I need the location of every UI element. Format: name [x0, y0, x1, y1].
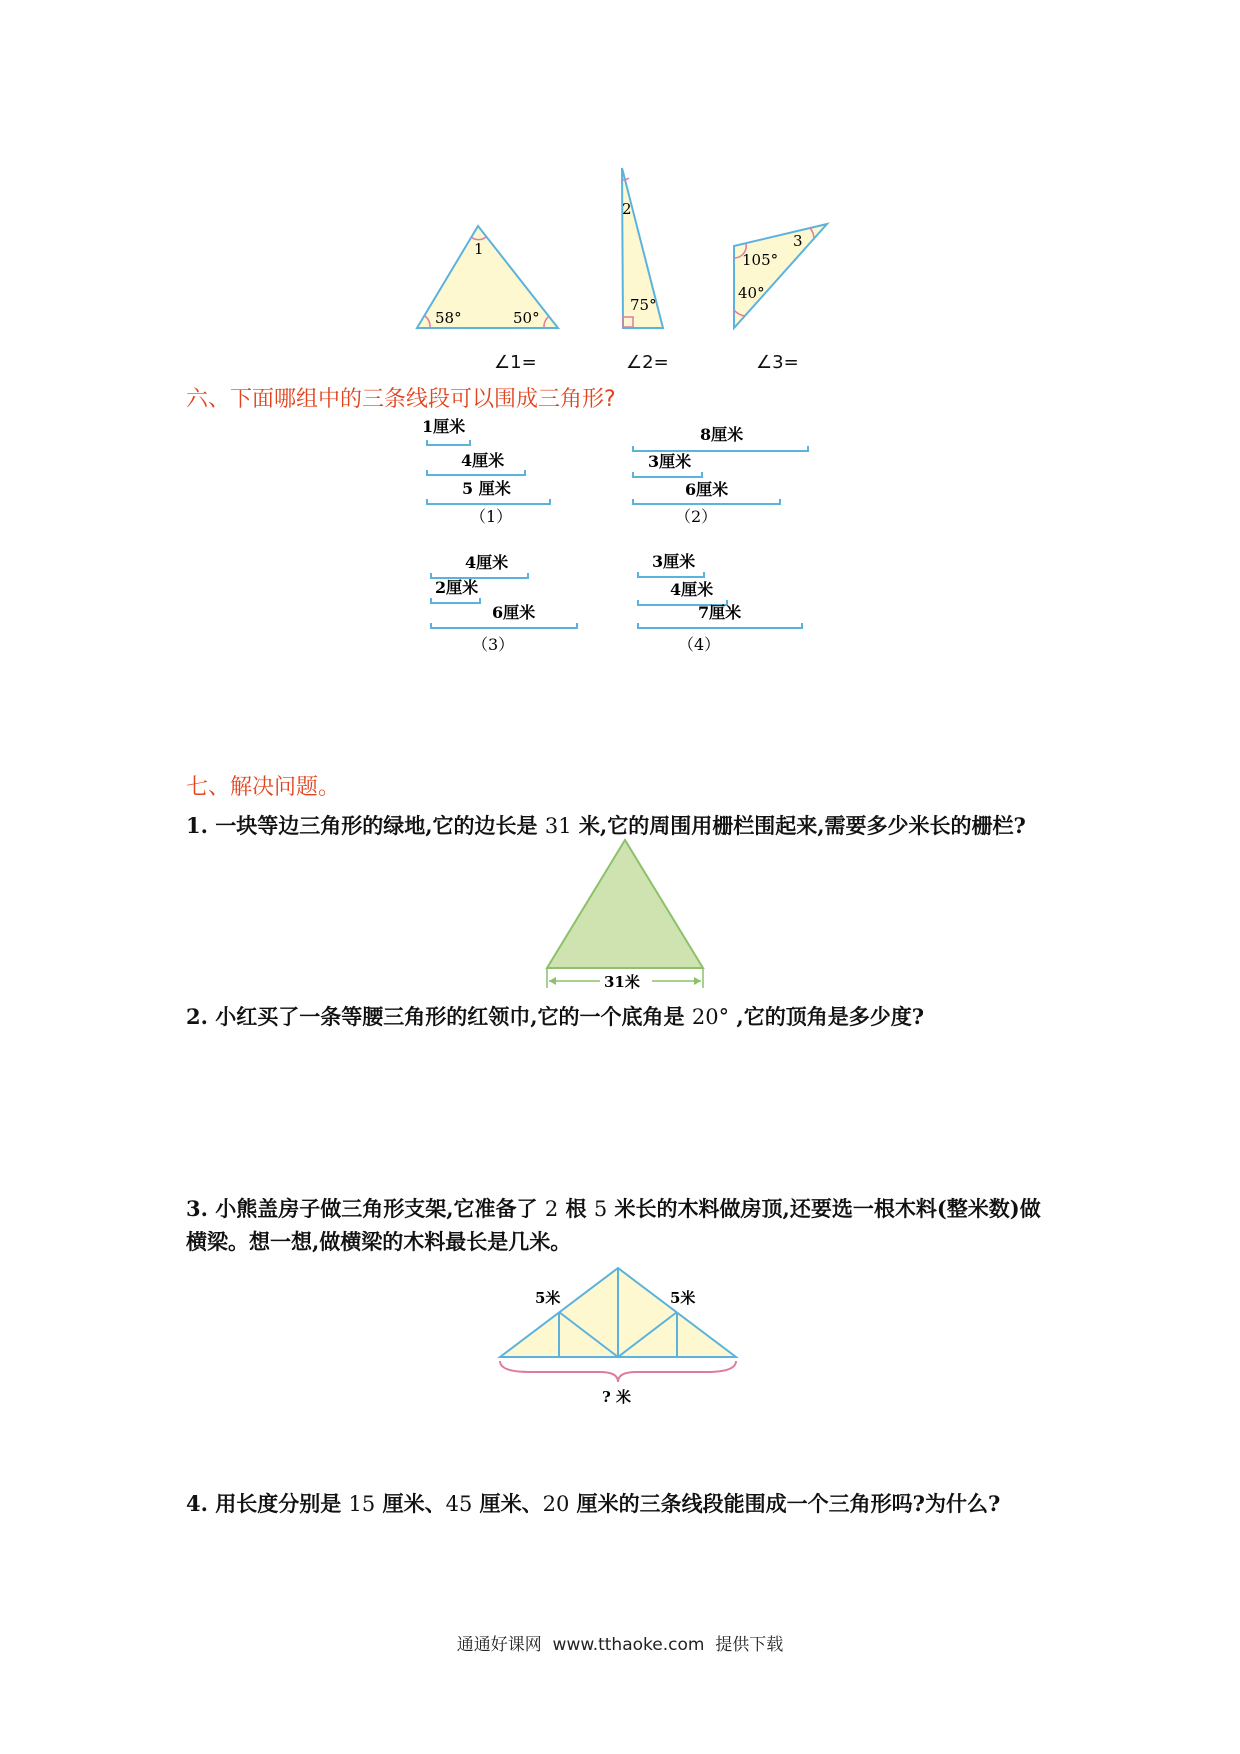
question-3-num-1: 2: [544, 1197, 559, 1221]
segment-1-1-label: 1厘米: [422, 417, 466, 436]
question-3-num-2: 5: [593, 1197, 608, 1221]
roof-right-label: 5米: [670, 1289, 696, 1307]
bottom-brace: [500, 1361, 736, 1382]
roof-left-label: 5米: [535, 1289, 561, 1307]
question-3-line-2: 横梁。想一想,做横梁的木料最长是几米。: [186, 1229, 572, 1254]
segment-1-2-label: 4厘米: [461, 451, 505, 470]
question-4-text-4: 厘米的三条线段能围成一个三角形吗?为什么?: [569, 1491, 1001, 1516]
triangle-3-angle-a: 105°: [742, 251, 779, 269]
question-2-num: 20°: [691, 1005, 730, 1029]
angle-3-answer: ∠3=: [756, 352, 799, 373]
group-4-label: （4）: [678, 635, 721, 654]
question-4: [186, 1488, 1000, 1518]
angle-2-answer: ∠2=: [626, 352, 669, 373]
question-3-text-b: 根: [558, 1196, 594, 1221]
question-3-line-1: [186, 1193, 1041, 1223]
question-4-text-1: 4. 用长度分别是: [186, 1491, 349, 1516]
segment-4-2-label: 4厘米: [670, 580, 714, 599]
segment-3-1-label: 4厘米: [465, 553, 509, 572]
green-triangle-label: 31米: [604, 973, 640, 991]
triangle-1-angle-a: 58°: [435, 309, 462, 327]
segment-2-3-label: 6厘米: [685, 480, 729, 499]
triangle-3: [734, 224, 827, 328]
group-2-label: （2）: [675, 507, 718, 526]
segment-3-3-label: 6厘米: [492, 603, 536, 622]
question-3-text-c: 米长的木料做房顶,还要选一根木料(整米数)做: [607, 1196, 1041, 1221]
segment-4-1-label: 3厘米: [652, 552, 696, 571]
question-2: [186, 1001, 924, 1031]
question-1-suffix: 米,它的周围用栅栏围起来,需要多少米长的栅栏?: [571, 813, 1026, 838]
roof-bottom-label: ? 米: [602, 1388, 632, 1406]
section-7-heading: 七、解决问题。: [186, 775, 341, 800]
question-4-text-3: 厘米、: [472, 1491, 543, 1516]
question-2-suffix: ,它的顶角是多少度?: [729, 1004, 925, 1029]
segment-3-2-label: 2厘米: [435, 578, 479, 597]
triangle-3-unknown: 3: [793, 232, 803, 250]
angle-triangles-figure: [400, 160, 840, 340]
question-1-num: 31: [544, 814, 572, 838]
triangle-2-unknown: 2: [622, 200, 632, 218]
group-1-label: （1）: [470, 507, 513, 526]
segment-4-3-label: 7厘米: [698, 603, 742, 622]
green-triangle: [547, 840, 703, 968]
group-3-label: （3）: [472, 635, 515, 654]
question-4-text-2: 厘米、: [375, 1491, 446, 1516]
question-4-num-a: 15: [348, 1492, 376, 1516]
triangle-2-angle-a: 75°: [630, 296, 657, 314]
question-3-text-a: 3. 小熊盖房子做三角形支架,它准备了: [186, 1196, 545, 1221]
question-1-prefix: 1. 一块等边三角形的绿地,它的边长是: [186, 813, 545, 838]
segment-1-3-label: 5 厘米: [462, 479, 511, 498]
section-6-heading: 六、下面哪组中的三条线段可以围成三角形?: [186, 387, 616, 412]
question-4-num-b: 45: [445, 1492, 473, 1516]
question-2-prefix: 2. 小红买了一条等腰三角形的红领巾,它的一个底角是: [186, 1004, 692, 1029]
segment-2-1-label: 8厘米: [700, 425, 744, 444]
footer-text: 通通好课网 www.tthaoke.com 提供下载: [456, 1635, 784, 1655]
triangle-1-unknown: 1: [474, 240, 484, 258]
segment-groups-figure: [420, 410, 820, 660]
angle-1-answer: ∠1=: [494, 352, 537, 373]
triangle-3-angle-b: 40°: [738, 284, 765, 302]
triangle-1-angle-b: 50°: [513, 309, 540, 327]
roof-truss-figure: [490, 1260, 750, 1410]
question-4-num-c: 20: [542, 1492, 570, 1516]
green-triangle-figure: [540, 836, 710, 996]
segment-2-2-label: 3厘米: [648, 452, 692, 471]
